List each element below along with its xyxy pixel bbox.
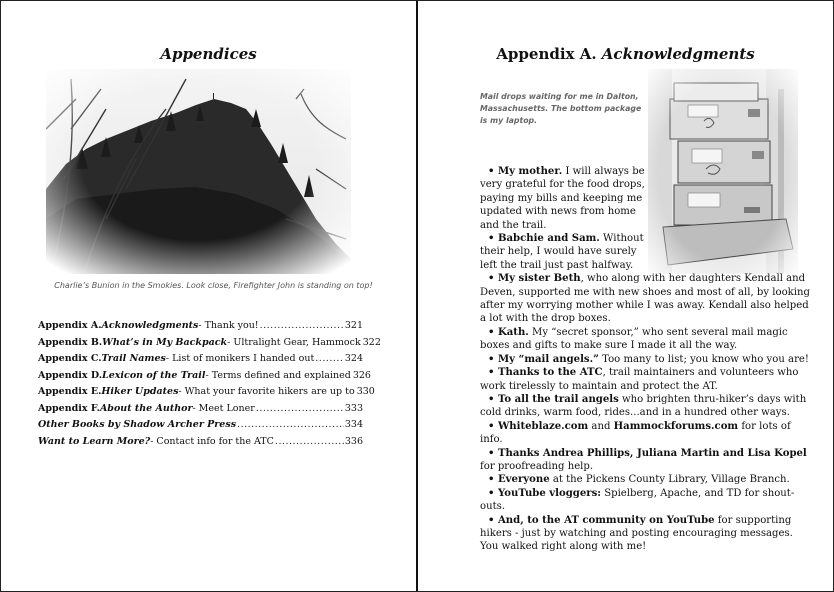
list-item [480,487,810,514]
list-item [480,514,810,554]
acknowledgments-list [480,165,810,554]
item-text: I will always be very grateful for the food drops, paying my bills and keeping me updated with news from home and the trail. [480,166,645,231]
item-heading: • And, to the AT community on YouTube [488,514,715,526]
toc-page-number: 322 [362,336,381,348]
item-text: Without their help, I would have surely left the trail just past halfway. [480,233,644,271]
toc-label: Appendix B. [38,336,103,348]
toc-entry[interactable] [38,419,363,436]
toc-leader [237,419,344,430]
toc-label: Appendix F. [38,402,100,414]
item-heading-2: Hammockforums.com [613,420,739,432]
item-text-2: for lots of info. [480,420,791,446]
toc-title: Other Books by Shadow Archer Press [38,419,237,430]
list-item [480,447,810,474]
title-prefix: Appendix A. [496,45,602,63]
item-text: Too many to list; you know who you are! [598,353,809,365]
item-heading: • YouTube vloggers: [488,487,601,499]
item-text: , trail maintainers and volunteers who work tirelessly to maintain and protect the AT. [480,367,799,392]
toc-entry[interactable] [38,336,381,354]
toc-page-number: 334 [344,419,363,430]
left-page [1,1,416,591]
toc-label: Appendix A. [38,320,102,331]
item-heading: • My mother. [488,166,563,177]
list-item [480,165,654,232]
mountain-photo [46,69,351,274]
item-text: Spielberg, Apache, and TD for shout-outs. [480,487,795,513]
toc-title: Acknowledgments [101,320,199,331]
table-of-contents [38,320,381,452]
toc-page-number: 330 [356,386,375,397]
item-text: and [588,420,614,432]
item-text: for proofreading help. [480,460,594,472]
toc-entry[interactable] [38,353,363,370]
toc-title: Trail Names [101,353,166,364]
toc-label: Appendix C. [38,353,102,364]
toc-leader [275,436,344,447]
toc-label: Appendix E. [38,386,102,397]
toc-description: - List of monikers I handed out [165,353,315,364]
toc-description: - Contact info for the ATC [150,435,274,447]
item-heading: • To all the trail angels [488,393,619,405]
item-heading: • Thanks to the ATC [488,367,603,379]
toc-description: - Terms defined and explained [205,369,351,381]
toc-description: - Meet Loner [192,402,255,414]
toc-entry[interactable] [38,320,363,337]
item-heading: • Babchie and Sam. [488,233,600,245]
toc-page-number: 333 [344,402,363,414]
page-title [418,45,833,63]
item-heading: • My sister Beth [488,273,581,285]
toc-title: Want to Learn More? [38,435,151,447]
toc-page-number: 336 [344,435,363,447]
toc-title: What’s in My Backpack [102,336,228,348]
toc-page-number: 326 [352,369,371,381]
toc-entry[interactable] [38,403,363,420]
page-title: Appendices [160,45,257,63]
title-italic: Acknowledgments [601,45,755,63]
list-item [480,272,810,326]
toc-title: Lexicon of the Trail [102,369,206,381]
item-text: for supporting hikers - just by watching and posting encouraging messages. You walked right along with me! [480,514,793,553]
item-heading: • Kath. [488,326,529,338]
toc-description: - Ultralight Gear, Hammock [227,336,361,348]
list-item [480,393,810,420]
toc-description: - Thank you! [198,320,259,331]
item-text: , who along with her daughters Kendall and Deven, supported me with new shoes and most of all, by looking after my worrying mother while I was away. Kendall also helped a lot with the drop boxes. [480,273,810,325]
photo-caption: Mail drops waiting for me in Dalton, Massachusetts. The bottom package is my laptop. [480,92,642,125]
item-heading: • My “mail angels.” [488,353,599,365]
toc-entry[interactable] [38,386,375,403]
toc-title: Hiker Updates [101,386,179,397]
toc-leader [260,320,344,331]
list-item [480,366,810,393]
list-item [480,232,654,272]
list-item [480,473,810,486]
item-heading: • Thanks Andrea Phillips, Juliana Martin and Lisa Kopel [488,447,807,459]
toc-leader [315,353,344,364]
toc-entry[interactable] [38,436,363,453]
toc-leader [256,403,344,414]
toc-description: - What your favorite hikers are up to [178,386,355,397]
item-text: who brighten thru-hiker’s days with cold drinks, warm food, rides...and in a hundred other ways. [480,393,807,419]
item-heading: • Everyone [488,474,550,486]
item-text: at the Pickens County Library, Village Branch. [549,474,790,486]
list-item [480,353,810,366]
list-item [480,420,810,447]
item-heading: • Whiteblaze.com [488,420,589,432]
photo-caption: Charlie’s Bunion in the Smokies. Look close, Firefighter John is standing on top! [54,281,373,290]
toc-page-number: 321 [344,320,363,331]
toc-label: Appendix D. [38,369,103,381]
toc-entry[interactable] [38,369,371,387]
item-text: My “secret sponsor,” who sent several mail magic boxes and gifts to make sure I made it all the way. [480,326,788,352]
right-page [418,1,833,591]
toc-title: About the Author [99,402,193,414]
list-item [480,326,810,353]
toc-page-number: 324 [344,353,363,364]
